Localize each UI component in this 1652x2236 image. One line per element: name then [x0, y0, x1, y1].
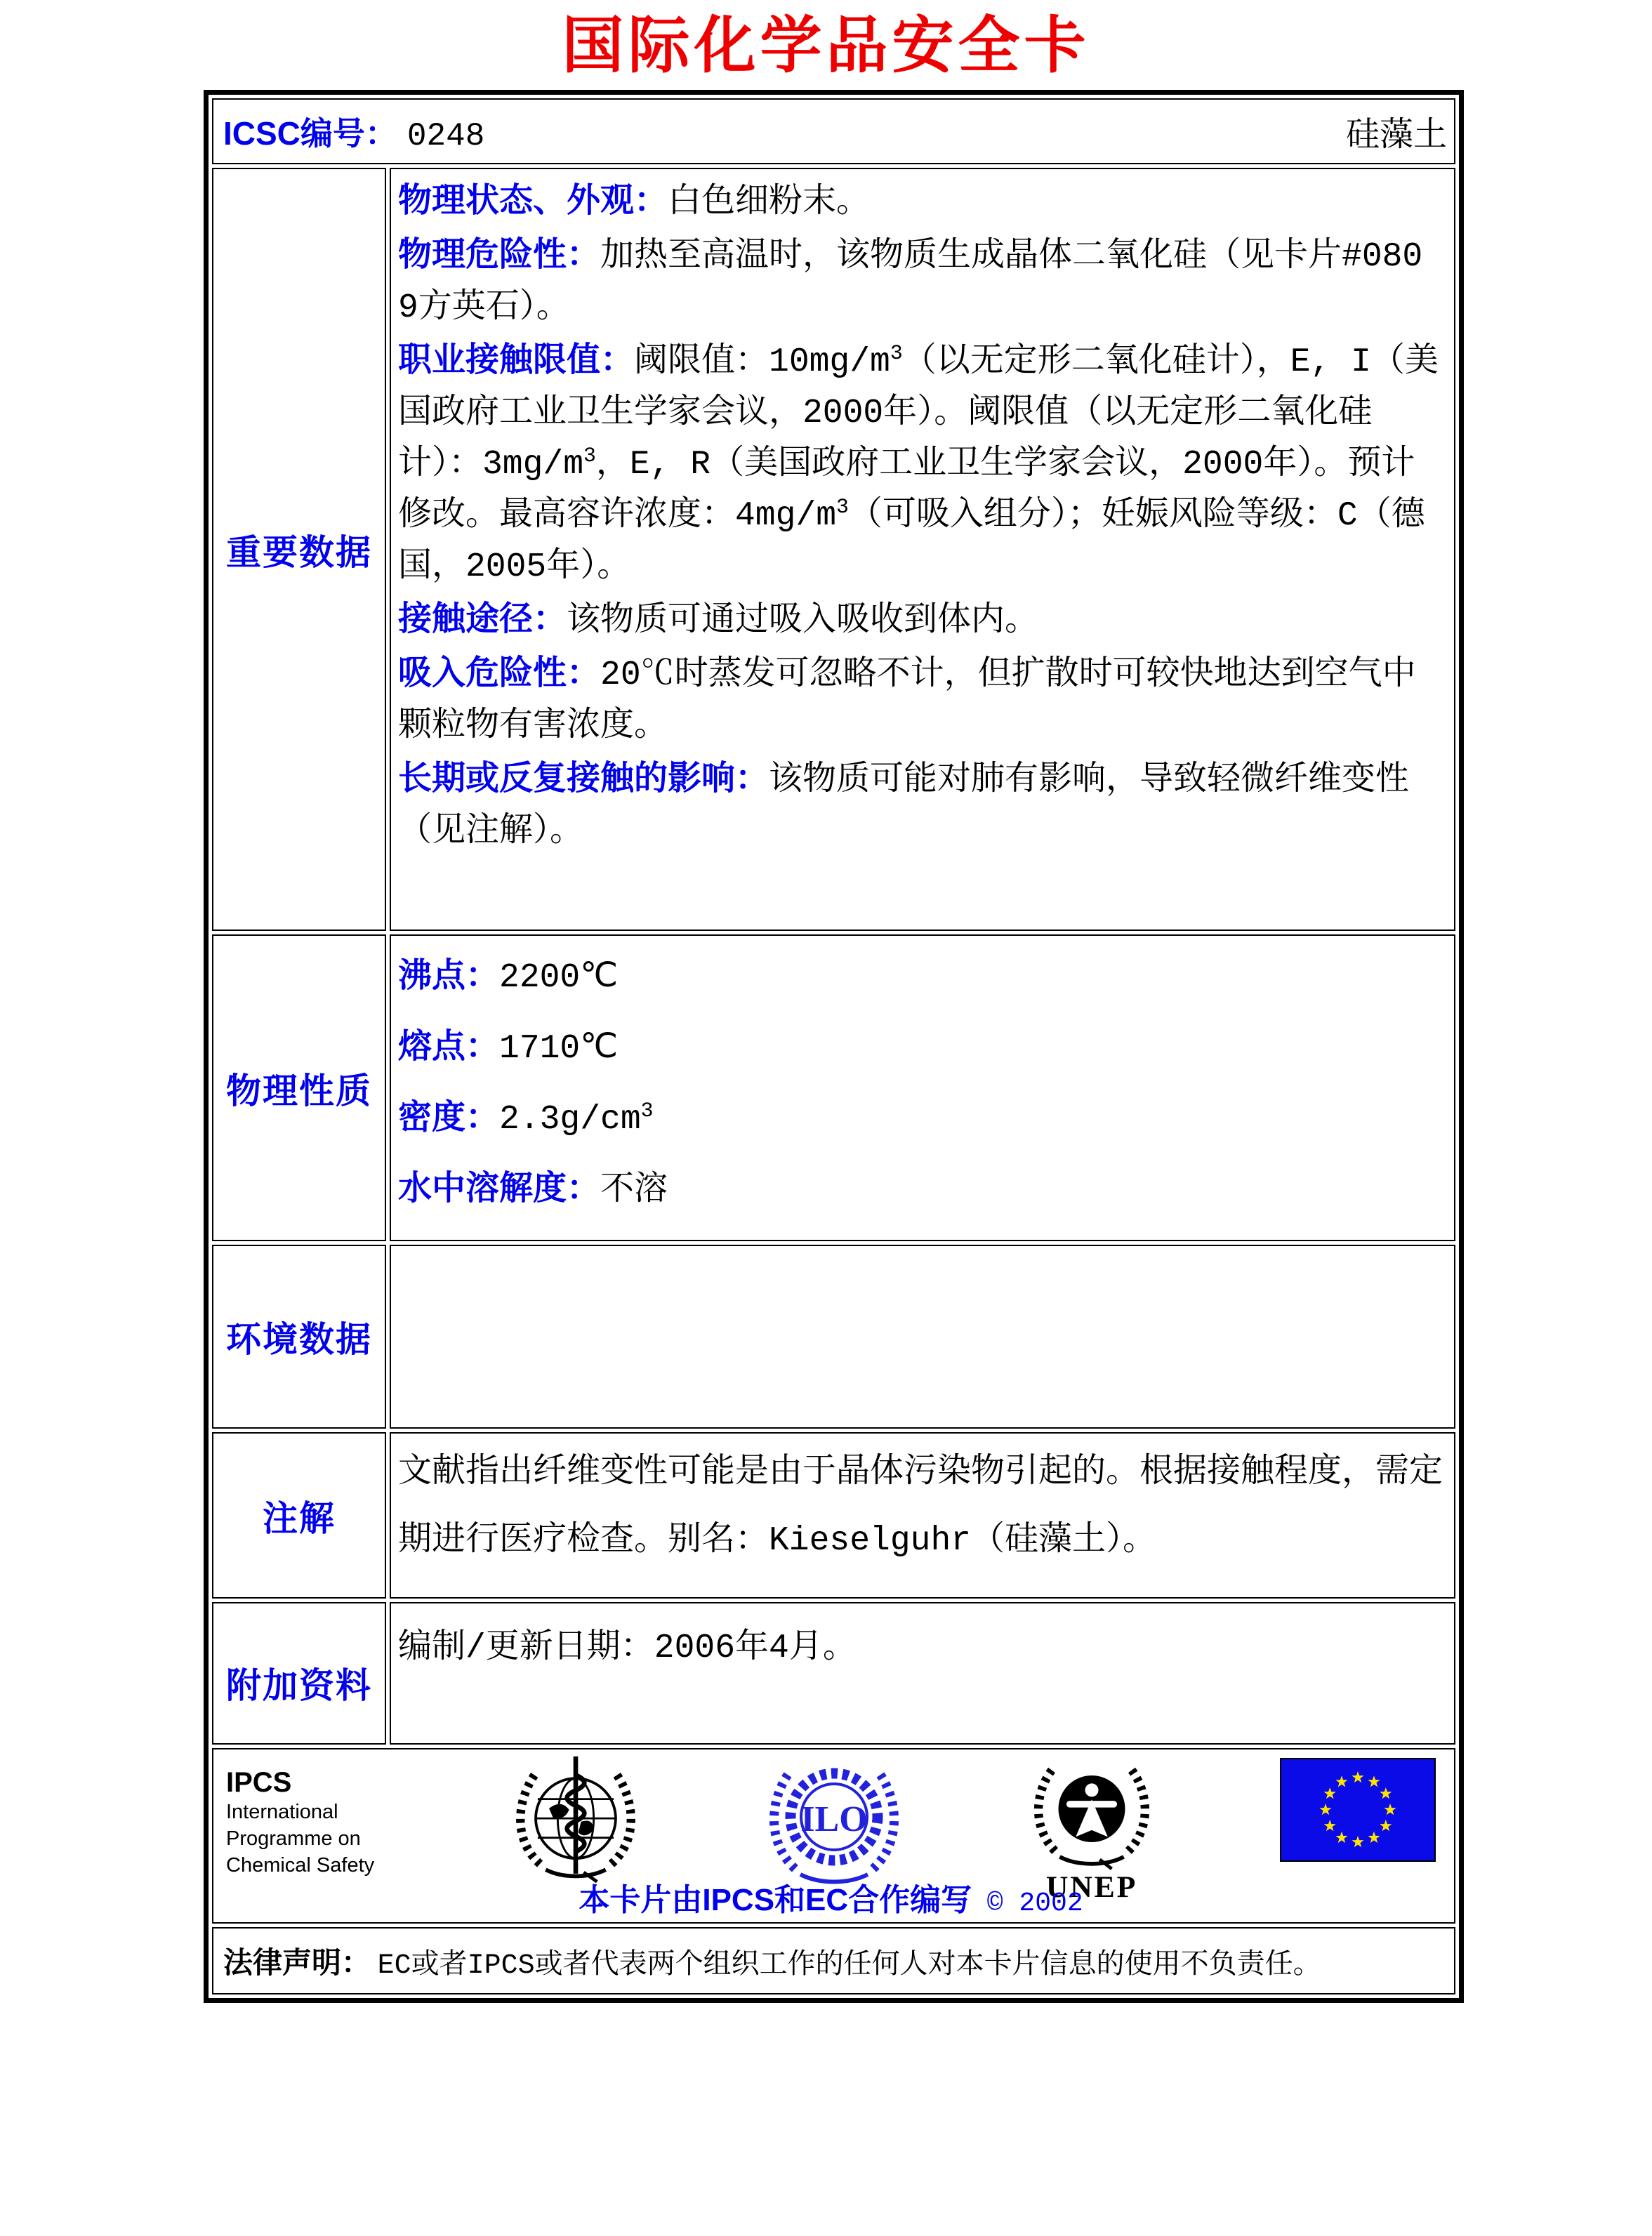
paragraph [398, 1623, 1443, 1674]
field-value: 文献指出纤维变性可能是由于晶体污染物引起的。根据接触程度，需定期进行医疗检查。别名：Kieselguhr（硅藻土）。 [398, 1454, 1443, 1560]
footer-cell [212, 1748, 1455, 1924]
field-value: （以无定形二氧化硅计），E, I（美国政府工业卫生学家会议，2000年）。阈限值（以无定形二氧化硅计）：3mg/m [398, 343, 1439, 484]
section-row-environmental [212, 1245, 1455, 1429]
icsc-card-table [204, 90, 1464, 2003]
ipcs-subtitle-line: Programme on [226, 1827, 361, 1850]
chemical-name: 硅藻土 [1345, 118, 1447, 156]
field-value: 1710℃ [499, 1030, 619, 1068]
section-label-important: 重要数据 [226, 532, 372, 572]
paragraph [398, 753, 1443, 858]
section-content-notes [390, 1432, 1455, 1599]
paragraph [398, 1439, 1443, 1575]
paragraph [398, 1154, 1443, 1225]
section-content-environmental [390, 1245, 1455, 1429]
field-value: 该物质可能对肺有影响，导致轻微纤维变性（见注解）。 [398, 762, 1410, 851]
paragraph [398, 593, 1443, 647]
section-row-physical [212, 934, 1455, 1241]
section-label-notes: 注解 [263, 1498, 336, 1538]
superscript: 3 [640, 1099, 654, 1123]
unep-letters: UNEP [1046, 1870, 1138, 1903]
paragraph [398, 647, 1443, 753]
ipcs-text-block [226, 1755, 388, 1879]
section-label-cell-notes [212, 1432, 386, 1599]
field-label: 物理危险性： [398, 236, 601, 273]
paragraph [398, 1012, 1443, 1083]
footer-row [212, 1748, 1455, 1924]
field-value: 不溶 [600, 1172, 668, 1210]
ipcs-subtitle-line: Chemical Safety [226, 1854, 375, 1877]
field-value: （可吸入组分）；妊娠风险等级：C（德国，2005年）。 [398, 497, 1425, 586]
section-row-notes [212, 1432, 1455, 1599]
field-value: 白色细粉末。 [668, 184, 871, 222]
credit-year: © 2002 [986, 1888, 1083, 1919]
credit-line [226, 1874, 1436, 1919]
paragraph [398, 941, 1443, 1012]
section-label-physical: 物理性质 [226, 1071, 372, 1111]
field-value: 2200℃ [499, 959, 619, 997]
field-value: 阈限值：10mg/m [634, 343, 890, 381]
field-label: 物理状态、外观： [398, 182, 668, 219]
superscript: 3 [890, 341, 903, 365]
superscript: 3 [583, 444, 596, 468]
field-value: 编制/更新日期：2006年4月。 [398, 1629, 857, 1667]
field-label: 职业接触限值： [398, 341, 635, 378]
icsc-number-value: 0248 [407, 118, 485, 154]
icsc-number-label: ICSC编号： [223, 115, 397, 152]
paragraph [398, 175, 1443, 229]
icsc-number-group [223, 108, 484, 154]
field-value: 2.3g/cm [499, 1101, 641, 1139]
section-label-cell-environmental [212, 1245, 386, 1429]
legal-cell [212, 1927, 1455, 1994]
section-content-physical [390, 934, 1455, 1241]
ipcs-subtitle-line: International [226, 1801, 338, 1823]
section-label-environmental: 环境数据 [226, 1320, 372, 1359]
paragraph [398, 229, 1443, 334]
field-value: 加热至高温时，该物质生成晶体二氧化硅（见卡片#0809方英石）。 [398, 238, 1423, 327]
ilo-letters: ILO [800, 1799, 868, 1839]
eu-flag-icon [1280, 1758, 1436, 1862]
section-label-cell-important [212, 168, 386, 931]
paragraph [398, 1083, 1443, 1154]
field-label: 沸点： [398, 957, 500, 994]
legal-label: 法律声明： [223, 1946, 371, 1979]
field-value: 20℃时蒸发可忽略不计，但扩散时可较快地达到空气中颗粒物有害浓度。 [398, 656, 1416, 746]
section-content-important [390, 168, 1455, 931]
section-content-additional [390, 1602, 1455, 1745]
field-label: 吸入危险性： [398, 654, 601, 692]
section-row-important [212, 168, 1455, 931]
section-row-additional [212, 1602, 1455, 1745]
legal-row [212, 1927, 1455, 1994]
field-label: 长期或反复接触的影响： [398, 760, 769, 797]
field-value: 该物质可通过吸入吸收到体内。 [567, 602, 1039, 640]
field-value: ，E, R（美国政府工业卫生学家会议，2000年）。预计修改。最高容许浓度：4mg/m [398, 446, 1415, 535]
ipcs-acronym: IPCS [226, 1767, 292, 1798]
field-label: 密度： [398, 1099, 500, 1136]
section-label-cell-physical [212, 934, 386, 1241]
legal-text: EC或者IPCS或者代表两个组织工作的任何人对本卡片信息的使用不负责任。 [377, 1950, 1321, 1982]
field-label: 熔点： [398, 1028, 500, 1065]
field-label: 接触途径： [398, 600, 567, 637]
superscript: 3 [836, 495, 849, 519]
section-label-additional: 附加资料 [226, 1666, 372, 1705]
header-cell [212, 98, 1455, 164]
who-logo-icon [509, 1755, 642, 1885]
field-label: 水中溶解度： [398, 1170, 601, 1207]
credit-text: 本卡片由IPCS和EC合作编写 [579, 1883, 972, 1917]
section-label-cell-additional [212, 1602, 386, 1745]
paragraph [398, 334, 1443, 593]
page-title: 国际化学品安全卡 [562, 8, 1090, 81]
header-row [212, 98, 1455, 164]
